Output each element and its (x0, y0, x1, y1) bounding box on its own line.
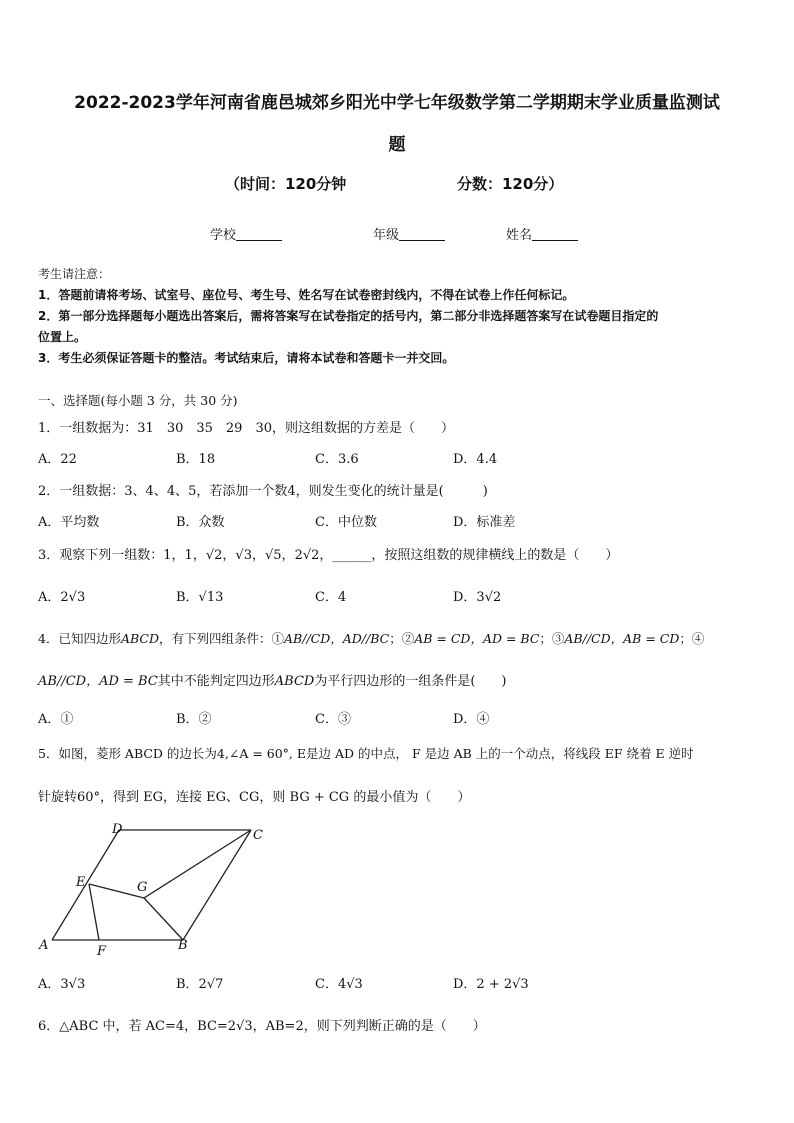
q3-stem: 3．观察下列一组数：1，1，√2，√3，√5，2√2，______，按照这组数的规律横线上的数是（ ） (38, 548, 619, 563)
note-2: 2．第一部分选择题每小题选出答案后，需将答案写在试卷指定的括号内，第二部分非选择题答案写在试卷题目指定的 (38, 309, 659, 323)
q4-intro: 4．已知四边形 (38, 631, 121, 646)
exam-time: （时间：120分钟 (225, 175, 347, 193)
school-label: 学校 (210, 228, 237, 243)
q4-abcd: ABCD (120, 631, 159, 646)
q3-sqrt2: √2 (205, 548, 223, 563)
q1-option-a[interactable]: A．22 (38, 452, 77, 467)
q2-option-c[interactable]: C．中位数 (315, 515, 377, 530)
q1-option-b[interactable]: B．18 (176, 452, 216, 467)
q6-stem: 6．△ABC 中，若 AC=4，BC=2√3，AB=2，则下列判断正确的是（ ） (38, 1019, 486, 1034)
note-3: 3．考生必须保证答题卡的整洁。考试结束后，请将本试卷和答题卡一并交回。 (38, 351, 455, 365)
q3-stem-end: ，______，按照这组数的规律横线上的数是（ ） (319, 548, 619, 563)
q4-conditions-intro: ，有下列四组条件：① (159, 631, 285, 646)
grade-label: 年级 (373, 228, 400, 243)
q3-option-d[interactable]: D．3√2 (453, 590, 502, 605)
q4-line2 (38, 670, 507, 689)
q4-condition-2: AB = CD，AD = BC (414, 631, 540, 646)
q5-option-b[interactable]: B．2√7 (176, 977, 224, 992)
exam-title-line1: 2022-2023学年河南省鹿邑城郊乡阳光中学七年级数学第二学期期末学业质量监测试 (74, 93, 720, 113)
q2-stem: 2．一组数据：3、4、4、5，若添加一个数4，则发生变化的统计量是( ) (38, 484, 488, 499)
q4-abcd-2: ABCD (274, 674, 315, 689)
q4-sep-2: ；② (389, 631, 415, 646)
section-heading: 一、选择题(每小题 3 分，共 30 分) (38, 393, 238, 408)
q4-condition-4: AB//CD，AD = BC (38, 674, 158, 689)
q1-option-c[interactable]: C．3.6 (315, 452, 359, 467)
q1-stem: 1．一组数据为：31 30 35 29 30，则这组数据的方差是（ ） (38, 421, 454, 436)
label-d: D (112, 822, 123, 837)
segment-eg (89, 884, 144, 898)
q4-option-c[interactable]: C．③ (315, 712, 351, 727)
q2-option-b[interactable]: B．众数 (176, 515, 225, 530)
grade-blank[interactable] (399, 228, 445, 241)
school-blank[interactable] (236, 228, 282, 241)
name-field[interactable] (506, 224, 578, 243)
q3-2sqrt2: 2√2 (294, 548, 320, 563)
q3-sqrt3: √3 (235, 548, 252, 563)
notes-heading: 考生请注意： (38, 267, 111, 281)
q4-line1 (38, 629, 704, 647)
q4-question-end: 为平行四边形的一组条件是( ) (314, 674, 507, 689)
q4-sep-4: ；④ (679, 631, 705, 646)
rhombus-figure (36, 818, 276, 958)
q4-question: 其中不能判定四边形 (157, 674, 275, 689)
q2-option-d[interactable]: D．标准差 (453, 515, 516, 530)
school-field[interactable] (210, 224, 282, 243)
q3-option-c[interactable]: C．4 (315, 590, 347, 605)
name-blank[interactable] (532, 228, 578, 241)
q4-sep-3: ；③ (539, 631, 565, 646)
q5-option-a[interactable]: A．3√3 (38, 977, 86, 992)
label-a: A (39, 938, 49, 953)
q4-option-a[interactable]: A．① (38, 712, 74, 727)
q4-condition-3: AB//CD，AB = CD (564, 631, 680, 646)
segment-gb (144, 898, 183, 940)
q5-option-c[interactable]: C．4√3 (315, 977, 363, 992)
q3-sqrt5: √5 (264, 548, 282, 563)
q5-option-d[interactable]: D．2 + 2√3 (453, 977, 529, 992)
q5-line2: 针旋转60°，得到 EG，连接 EG、CG，则 BG + CG 的最小值为（ ） (38, 790, 471, 805)
q1-option-d[interactable]: D．4.4 (453, 452, 498, 467)
q4-option-d[interactable]: D．④ (453, 712, 490, 727)
q4-option-b[interactable]: B．② (176, 712, 212, 727)
label-b: B (178, 938, 188, 953)
q2-option-a[interactable]: A．平均数 (38, 515, 100, 530)
q5-line1: 5．如图，菱形 ABCD 的边长为4,∠A = 60°, E是边 AD 的中点， F 是边 AB 上的一个动点，将线段 EF 绕着 E 逆时 (38, 746, 694, 761)
label-e: E (76, 875, 86, 890)
label-f: F (97, 944, 107, 958)
label-c: C (253, 828, 263, 843)
q4-condition-1: AB//CD，AD//BC (284, 631, 390, 646)
q3-option-a[interactable]: A．2√3 (38, 590, 86, 605)
q3-stem-start: 3．观察下列一组数：1，1， (38, 548, 206, 563)
side-cb (183, 830, 251, 940)
grade-field[interactable] (373, 224, 445, 243)
q3-option-b[interactable]: B．√13 (176, 590, 224, 605)
exam-score: 分数：120分） (457, 175, 564, 193)
segment-ef (89, 884, 99, 940)
segment-gc (144, 830, 251, 898)
note-1: 1．答题前请将考场、试室号、座位号、考生号、姓名写在试卷密封线内，不得在试卷上作任何标记。 (38, 288, 575, 302)
note-2-cont: 位置上。 (38, 330, 87, 344)
side-ad (52, 830, 119, 940)
name-label: 姓名 (506, 228, 533, 243)
exam-title-line2: 题 (388, 135, 406, 155)
label-g: G (137, 880, 148, 895)
